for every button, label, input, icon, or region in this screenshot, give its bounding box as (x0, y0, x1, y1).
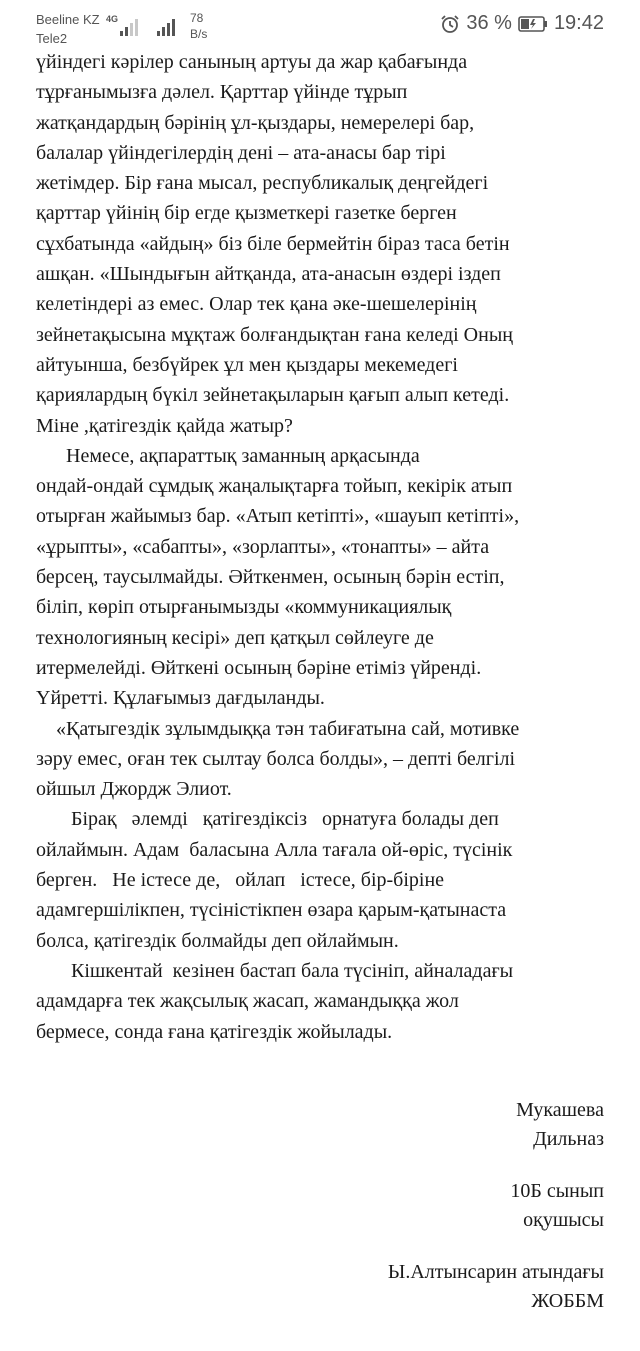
alarm-clock-icon (440, 14, 460, 34)
carrier-names (36, 10, 100, 48)
text-line: жетімдер. Бір ғана мысал, республикалық деңгейдегі (36, 172, 489, 195)
text-line: ойшыл Джордж Элиот. (36, 778, 232, 801)
battery-icon (518, 15, 548, 33)
text-line: балалар үйіндегілердің дені – ата-анасы бар тірі (36, 141, 446, 164)
text-line: Үйретті. Құлағымыз дағдыланды. (36, 687, 325, 710)
school-name-line-1: Ы.Алтынсарин атындағы (387, 1261, 604, 1283)
text-line: Кішкентай кезінен бастап бала түсініп, айналадағы (36, 959, 514, 982)
author-surname: Мукашева (516, 1099, 604, 1121)
signal-bars-icon (120, 18, 138, 36)
author-grade: 10Б сынып (510, 1180, 604, 1202)
text-line: сұхбатында «айдың» біз біле бермейтін біраз таса бетін (36, 232, 510, 255)
document-body (36, 47, 636, 1047)
text-line: Бірақ әлемді қатігездіксіз орнатуға болады деп (36, 808, 499, 831)
text-line: Немесе, ақпараттық заманның арқасында (36, 444, 420, 467)
text-line: отырған жайымыз бар. «Атып кетіпті», «шауып кетіпті», (36, 505, 520, 528)
text-line: айтуынша, безбүйрек ұл мен қыздары мекемедегі (36, 353, 458, 376)
signature-block (184, 1096, 604, 1316)
text-line: адамгершілікпен, түсіністікпен өзара қарым-қатынаста (36, 899, 507, 922)
clock-time: 19:42 (553, 12, 604, 34)
text-line: зәру емес, оған тек сылтау болса болды», – депті белгілі (36, 747, 516, 770)
text-line: «Қатыгездік зұлымдыққа тән табиғатына сай, мотивке (36, 717, 520, 740)
text-line: берсең, таусылмайды. Әйткенмен, осының бәрін естіп, (36, 566, 505, 589)
signal-bars-icon (157, 18, 175, 36)
status-bar (0, 0, 640, 50)
text-line: «ұрыпты», «сабапты», «зорлапты», «тонапты» – айта (36, 535, 490, 558)
net-speed-value: 78 (190, 11, 204, 25)
author-given-name: Дильназ (533, 1128, 604, 1150)
net-speed (190, 10, 207, 42)
text-line: итермелейді. Өйткені осының бәріне етіміз үйренді. (36, 656, 482, 679)
text-line: Міне ,қатігездік қайда жатыр? (36, 414, 293, 437)
carrier-1-label: Beeline KZ (36, 12, 100, 27)
text-line: үйіндегі кәрілер санының артуы да жар қабағында (36, 51, 468, 73)
text-line: қарттар үйінің бір егде қызметкері газетке берген (36, 202, 457, 225)
text-line: зейнетақысына мұқтаж болғандықтан ғана келеді Оның (36, 323, 513, 346)
text-line: келетіндері аз емес. Олар тек қана әке-шешелерінің (36, 293, 477, 316)
text-line: бермесе, сонда ғана қатігездік жойылады. (36, 1020, 393, 1043)
status-indicators (440, 12, 604, 35)
battery-percent: 36 % (466, 12, 512, 34)
carrier-2-label: Tele2 (36, 31, 68, 46)
text-line: ондай-ондай сұмдық жаңалықтарға тойып, кекірік атып (36, 475, 513, 498)
text-line: тұрғанымызға дәлел. Қарттар үйінде тұрып (36, 81, 408, 104)
author-role: оқушысы (523, 1209, 604, 1231)
text-line: қариялардың бүкіл зейнетақыларын қағып алып кетеді. (36, 384, 510, 407)
net-speed-unit: B/s (190, 27, 208, 41)
network-type-label: 4G (106, 14, 119, 24)
text-line: ойлаймын. Адам баласына Алла тағала ой-өріс, түсінік (36, 838, 513, 861)
text-line: ашқан. «Шындығын айтқанда, ата-анасын өздері іздеп (36, 263, 501, 286)
text-line: адамдарға тек жақсылық жасап, жамандыққа жол (36, 990, 459, 1013)
text-line: біліп, көріп отырғанымызды «коммуникациялық (36, 596, 452, 619)
text-line: жатқандардың бәрінің ұл-қыздары, немерелері бар, (36, 111, 475, 134)
text-line: болса, қатігездік болмайды деп ойлаймын. (36, 929, 399, 952)
text-line: берген. Не істесе де, ойлап істесе, бір-біріне (36, 869, 445, 892)
text-line: технологияның кесірі» деп қатқыл сөйлеуге де (36, 626, 434, 649)
school-name-line-2: ЖОББМ (531, 1290, 604, 1312)
